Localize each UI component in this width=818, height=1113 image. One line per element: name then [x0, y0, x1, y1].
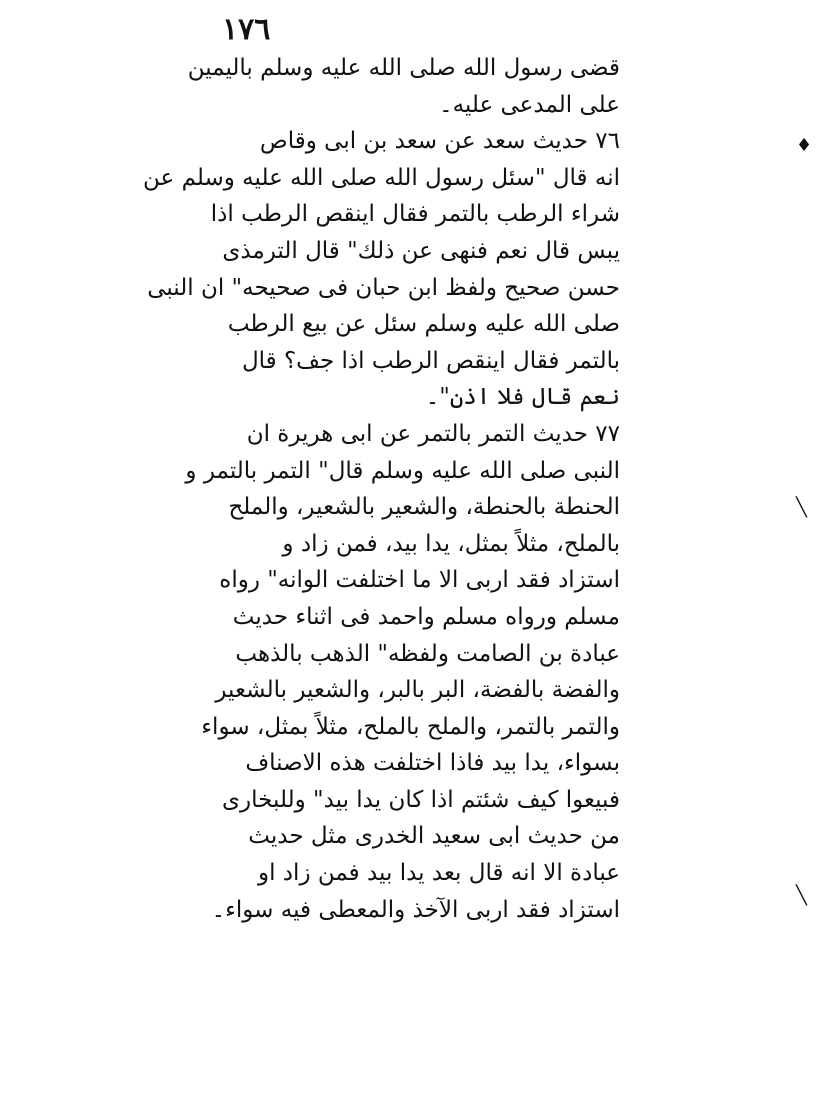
text-line: والفضة بالفضة، البر بالبر، والشعير بالشعير	[215, 677, 620, 704]
text-line: انه قال "سئل رسول الله صلى الله عليه وسلم عن	[143, 164, 620, 191]
text-line: صلى الله عليه وسلم سئل عن بيع الرطب	[227, 311, 620, 338]
margin-tick-mark: ╲	[796, 497, 807, 518]
margin-dot-mark: ♦	[796, 135, 813, 156]
text-line: بسواء، يدا بيد فاذا اختلفت هذه الاصناف	[245, 750, 620, 777]
text-block	[143, 50, 620, 928]
text-line: استزاد فقد اربى الآخذ والمعطى فيه سواء۔	[211, 896, 620, 923]
text-line: استزاد فقد اربى الا ما اختلفت الوانه" رواه	[219, 567, 620, 594]
text-line: والتمر بالتمر، والملح بالملح، مثلاً بمثل، سواء	[201, 713, 620, 740]
text-line: يبس قال نعم فنهى عن ذلك" قال الترمذى	[222, 237, 620, 264]
text-line: نعم قال فلا اذن"۔	[425, 384, 620, 411]
text-line: على المدعى عليه۔	[439, 91, 620, 118]
hadith-heading-77: ٧٧ حديث التمر بالتمر عن ابى هريرة ان	[246, 420, 620, 447]
text-line: حسن صحيح ولفظ ابن حبان فى صحيحه" ان النبى	[147, 274, 620, 301]
text-line: فبيعوا كيف شئتم اذا كان يدا بيد" وللبخارى	[222, 786, 620, 813]
margin-tick-mark: ╲	[796, 885, 807, 906]
text-line: مسلم ورواه مسلم واحمد فى اثناء حديث	[232, 603, 620, 630]
text-line: الحنطة بالحنطة، والشعير بالشعير، والملح	[228, 494, 620, 521]
text-line: بالتمر فقال اينقص الرطب اذا جف؟ قال	[241, 347, 620, 374]
text-line: عبادة الا انه قال بعد يدا بيد فمن زاد او	[258, 860, 620, 887]
text-line: شراء الرطب بالتمر فقال اينقص الرطب اذا	[210, 201, 620, 228]
hadith-heading-76: ٧٦ حديث سعد عن سعد بن ابى وقاص	[259, 128, 620, 155]
text-line: عبادة بن الصامت ولفظه" الذهب بالذهب	[235, 640, 620, 667]
text-line: النبى صلى الله عليه وسلم قال" التمر بالتمر و	[185, 457, 620, 484]
page-number: ١٧٦	[222, 12, 271, 47]
text-line: قضى رسول الله صلى الله عليه وسلم باليمين	[187, 55, 620, 81]
text-line: بالملح، مثلاً بمثل، يدا بيد، فمن زاد و	[282, 530, 620, 557]
text-line: من حديث ابى سعيد الخدرى مثل حديث	[248, 823, 620, 850]
